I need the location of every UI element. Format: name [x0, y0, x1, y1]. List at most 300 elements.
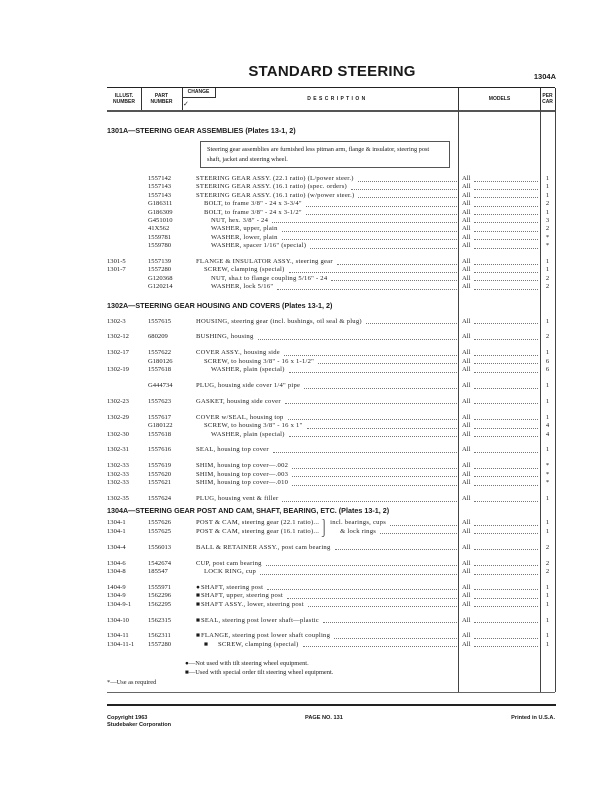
part-number: 1562311 — [148, 632, 171, 640]
part-number: 1557139 — [148, 258, 172, 266]
description-text: WASHER, spacer 1/16" (special) — [211, 242, 307, 250]
description — [196, 495, 457, 502]
part-number: G186311 — [148, 200, 173, 208]
dot-leader — [474, 422, 538, 429]
brace-note: & lock rings — [340, 527, 377, 535]
part-number: 1559781 — [148, 233, 172, 241]
models — [462, 632, 538, 639]
illust-number: 1301-7 — [107, 266, 126, 274]
footnote-square: ■—Used with special order tilt steering wheel equipment. — [185, 669, 334, 676]
part-number: 1562295 — [148, 600, 172, 608]
description-text: POST & CAM, steering gear (16.1 ratio)... — [196, 527, 320, 535]
illust-number: 1302-35 — [107, 495, 129, 503]
description-text: WASHER, upper, plain — [211, 225, 278, 233]
description-text: FLANGE & INSULATOR ASSY., steering gear — [196, 258, 333, 266]
illust-number: 1304-9-1 — [107, 600, 132, 608]
description — [196, 584, 457, 591]
dot-leader — [474, 641, 538, 648]
bullet-square-icon: ■ — [196, 592, 200, 600]
illust-number: 1304-6 — [107, 559, 126, 567]
table-row — [107, 258, 555, 266]
description-text: SEAL, housing top cover — [196, 446, 269, 454]
models-value: All — [462, 527, 471, 535]
models — [462, 519, 538, 526]
models-value: All — [462, 333, 471, 341]
dot-leader — [474, 601, 538, 608]
illust-number: 1304-9 — [107, 592, 126, 600]
part-number: 185547 — [148, 568, 168, 575]
models — [462, 209, 538, 216]
models-value: All — [462, 208, 471, 216]
table-row — [107, 358, 555, 366]
dot-leader — [289, 431, 457, 438]
description-text: SHIM, housing top cover—.003 — [196, 470, 289, 478]
description — [196, 349, 457, 356]
description — [196, 528, 457, 537]
per-car: 1 — [545, 397, 550, 405]
dot-leader — [306, 209, 457, 216]
section-heading: 1304A—STEERING GEAR POST AND CAM, SHAFT, BEARING, ETC. (Plates 13-1, 2) — [107, 506, 390, 516]
illust-number: 1304-11-1 — [107, 640, 135, 648]
header-divider — [555, 88, 556, 110]
models-value: All — [462, 413, 471, 421]
bullet-square-icon: ■ — [196, 600, 200, 608]
description — [196, 632, 457, 639]
description-text: CUP, post cam bearing — [196, 559, 262, 567]
per-car: 2 — [545, 283, 550, 291]
description — [196, 544, 457, 551]
dot-leader — [282, 225, 457, 232]
illust-number: 1304-11 — [107, 632, 129, 640]
table-row — [107, 200, 555, 208]
models — [462, 617, 538, 624]
dot-leader — [303, 641, 457, 648]
models — [462, 318, 538, 325]
copyright-year: Copyright 1963 — [107, 715, 148, 721]
part-number: 1557623 — [148, 397, 172, 405]
models — [462, 382, 538, 389]
description — [196, 617, 457, 624]
dot-leader — [292, 471, 457, 478]
header-part-line1: PART — [154, 93, 169, 99]
description-text: SHIM, housing top cover—.010 — [196, 479, 289, 487]
description — [196, 462, 457, 469]
models — [462, 266, 538, 273]
models-value: All — [462, 568, 471, 575]
part-group — [107, 333, 555, 341]
section-note-box: Steering gear assemblies are furnished less pitman arm, flange & insulator, steering post shaft, jacket and steering wheel. — [200, 141, 450, 168]
description — [196, 471, 457, 478]
description — [196, 601, 457, 608]
part-number: 1557280 — [148, 640, 172, 648]
illust-number: 1304-10 — [107, 616, 129, 624]
dot-leader — [474, 200, 538, 207]
description — [196, 275, 457, 282]
dot-leader — [266, 560, 457, 567]
dot-leader — [351, 183, 457, 190]
illust-number: 1304-4 — [107, 543, 126, 551]
description — [196, 479, 457, 486]
dot-leader — [318, 358, 457, 365]
illust-number: 1302-33 — [107, 479, 129, 487]
description-text: SHAFT, upper, steering post — [200, 592, 283, 600]
models-value: All — [462, 242, 471, 250]
models — [462, 275, 538, 282]
per-car: 1 — [545, 446, 550, 454]
table-row — [107, 183, 555, 191]
dot-leader — [474, 242, 538, 249]
per-car: 1 — [545, 183, 550, 191]
description — [196, 242, 457, 249]
description — [196, 318, 457, 325]
models-value: All — [462, 632, 471, 640]
models — [462, 414, 538, 421]
description-text: GASKET, housing side cover — [196, 397, 281, 405]
models-value: All — [462, 366, 471, 374]
per-car: 3 — [545, 216, 550, 224]
table-row — [107, 175, 555, 183]
models — [462, 398, 538, 405]
dot-leader — [380, 528, 457, 535]
description — [196, 446, 457, 453]
description — [196, 592, 457, 599]
dot-leader — [304, 382, 457, 389]
checkmark-icon: ✓ — [183, 100, 189, 108]
models-value: All — [462, 479, 471, 487]
dot-leader — [474, 431, 538, 438]
dot-leader — [267, 584, 457, 591]
dot-leader — [474, 358, 538, 365]
part-group — [107, 398, 555, 406]
table-row — [107, 266, 555, 274]
dot-leader — [474, 217, 538, 224]
dot-leader — [474, 617, 538, 624]
per-car: 1 — [545, 175, 550, 182]
description — [196, 258, 457, 265]
dot-leader — [474, 398, 538, 405]
models — [462, 242, 538, 249]
table-row — [107, 592, 555, 600]
models — [462, 200, 538, 207]
per-car: 2 — [545, 543, 550, 551]
part-group — [107, 349, 555, 374]
part-number: 1557618 — [148, 366, 172, 374]
models — [462, 225, 538, 232]
dot-leader — [474, 349, 538, 356]
dot-leader — [474, 495, 538, 502]
dot-leader — [474, 471, 538, 478]
part-number: 1557624 — [148, 495, 172, 503]
models — [462, 431, 538, 438]
part-number: G451010 — [148, 216, 173, 224]
models-value: All — [462, 462, 471, 470]
per-car: 2 — [545, 200, 550, 208]
dot-leader — [474, 632, 538, 639]
copyright-company: Studebaker Corporation — [107, 722, 172, 728]
models-value: All — [462, 422, 471, 430]
models — [462, 544, 538, 551]
models-value: All — [462, 397, 471, 405]
models — [462, 446, 538, 453]
part-number: 1557625 — [148, 527, 172, 535]
models — [462, 358, 538, 365]
illust-number: 1302-30 — [107, 430, 129, 438]
dot-leader — [474, 283, 538, 290]
table-row — [107, 584, 555, 592]
models-value: All — [462, 640, 471, 648]
models — [462, 258, 538, 265]
illust-number: 1302-12 — [107, 333, 129, 341]
dot-leader — [474, 446, 538, 453]
part-number: 1557618 — [148, 430, 172, 438]
models — [462, 641, 538, 648]
table-row — [107, 192, 555, 200]
table-row — [107, 641, 555, 649]
table-row — [107, 217, 555, 225]
description — [196, 382, 457, 389]
description-text: SCREW, clamping (special) — [204, 266, 285, 274]
per-car: 4 — [545, 430, 550, 438]
description-text: WASHER, plain (special) — [211, 366, 285, 374]
models-value: All — [462, 200, 471, 208]
brace-icon: ⎫ — [321, 519, 328, 529]
description-text: FLANGE, steering post lower shaft coupling — [200, 632, 331, 640]
part-group — [107, 414, 555, 439]
part-number: G120368 — [148, 274, 173, 282]
description-text: SHAFT ASSY., lower, steering post — [200, 600, 304, 608]
models — [462, 568, 538, 575]
dot-leader — [282, 495, 457, 502]
per-car: 2 — [545, 559, 550, 567]
part-group — [107, 560, 555, 577]
part-number: 1557622 — [148, 349, 172, 357]
description-text: SEAL, steering post lower shaft—plastic — [200, 616, 319, 624]
dot-leader — [334, 632, 457, 639]
part-number: 1559780 — [148, 242, 172, 250]
models-value: All — [462, 592, 471, 600]
illust-number: 1301-5 — [107, 258, 126, 266]
description-text: WASHER, plain (special) — [211, 430, 285, 438]
description-text: SHAFT, steering post — [200, 583, 264, 591]
dot-leader — [358, 175, 457, 182]
models — [462, 192, 538, 199]
per-car: 1 — [545, 519, 550, 527]
per-car: 1 — [545, 349, 550, 357]
description — [196, 333, 457, 340]
description-text: PLUG, housing side cover 1/4" pipe — [196, 382, 301, 390]
dot-leader — [474, 234, 538, 241]
table-row — [107, 479, 555, 487]
table-row — [107, 414, 555, 422]
per-car: 1 — [545, 208, 550, 216]
footnote-dot: ●—Not used with tilt steering wheel equipment. — [185, 660, 309, 667]
models — [462, 349, 538, 356]
table-right-rule — [555, 110, 556, 692]
table-row — [107, 333, 555, 341]
table-row — [107, 275, 555, 283]
dot-leader — [474, 366, 538, 373]
per-car: 2 — [545, 568, 550, 575]
dot-leader — [288, 414, 457, 421]
dot-leader — [474, 462, 538, 469]
dot-leader — [474, 275, 538, 282]
dot-leader — [474, 568, 538, 575]
models — [462, 234, 538, 241]
dot-leader — [289, 266, 457, 273]
table-row — [107, 349, 555, 357]
description — [196, 209, 457, 216]
section-0 — [107, 126, 555, 292]
per-car: 1 — [545, 527, 550, 535]
dot-leader — [337, 258, 457, 265]
part-number: 1542674 — [148, 559, 172, 567]
description — [196, 431, 457, 438]
dot-leader — [292, 479, 457, 486]
models-value: All — [462, 191, 471, 199]
part-number: 680209 — [148, 333, 168, 341]
header-part-number — [141, 88, 182, 110]
illust-number: 1302-19 — [107, 366, 129, 374]
dot-leader — [474, 333, 538, 340]
section-1 — [107, 301, 555, 504]
header-illust-line1: ILLUST. — [114, 93, 134, 99]
part-number: 1557620 — [148, 470, 172, 478]
table-row — [107, 398, 555, 406]
per-car: 1 — [545, 413, 550, 421]
models — [462, 495, 538, 502]
models-value: All — [462, 519, 471, 527]
table-row — [107, 560, 555, 568]
table-row — [107, 462, 555, 470]
dot-leader — [287, 592, 457, 599]
models-value: All — [462, 216, 471, 224]
dot-leader — [474, 183, 538, 190]
models-value: All — [462, 470, 471, 478]
table-row — [107, 234, 555, 242]
dot-leader — [258, 333, 458, 340]
dot-leader — [306, 200, 457, 207]
illust-number: 1304-1 — [107, 527, 126, 535]
description — [196, 366, 457, 373]
bullet-square-icon: ■ — [204, 640, 208, 648]
dot-leader — [390, 519, 457, 526]
footnote-asterisk: *—Use as required — [107, 679, 157, 686]
models — [462, 333, 538, 340]
description-text: SHIM, housing top cover—.002 — [196, 462, 289, 470]
footer-rule — [107, 704, 556, 706]
per-car: 1 — [545, 317, 550, 325]
per-car: 1 — [545, 632, 550, 640]
dot-leader — [272, 217, 457, 224]
description — [196, 568, 457, 575]
models-value: All — [462, 317, 471, 325]
part-group — [107, 446, 555, 454]
description-text: SCREW, to housing 3/8" - 16 x 1" — [204, 422, 303, 430]
header-change: CHANGE — [182, 88, 216, 98]
part-group — [107, 175, 555, 251]
table-row — [107, 242, 555, 250]
dot-leader — [474, 382, 538, 389]
models-value: All — [462, 543, 471, 551]
part-number: 1557616 — [148, 446, 172, 454]
models-value: All — [462, 600, 471, 608]
per-car: 2 — [545, 274, 550, 282]
models-value: All — [462, 183, 471, 191]
dot-leader — [474, 414, 538, 421]
description — [196, 283, 457, 290]
models-value: All — [462, 283, 471, 291]
description — [196, 414, 457, 421]
illust-number: 1302-17 — [107, 349, 129, 357]
header-per-line1: PER — [542, 93, 553, 99]
part-number: G180126 — [148, 357, 173, 365]
per-car: 4 — [545, 422, 550, 430]
models-value: All — [462, 446, 471, 454]
bullet-dot-icon: ● — [196, 583, 200, 591]
part-group — [107, 495, 555, 503]
illust-number: 1304-8 — [107, 568, 126, 575]
dot-leader — [474, 318, 538, 325]
part-number: 41X562 — [148, 225, 170, 233]
part-group — [107, 617, 555, 625]
part-number: 1557619 — [148, 462, 172, 470]
per-car: 1 — [545, 191, 550, 199]
models-value: All — [462, 266, 471, 274]
dot-leader — [310, 242, 457, 249]
description-text: SCREW, to housing 3/8" - 16 x 1-1/2" — [204, 357, 315, 365]
section-code: 1304A — [533, 72, 556, 81]
table-row — [107, 632, 555, 640]
part-number: 1557617 — [148, 413, 172, 421]
part-number: 1557143 — [148, 183, 172, 191]
part-group — [107, 382, 555, 390]
description-text: WASHER, lock 5/16" — [211, 283, 274, 291]
part-number: 1557626 — [148, 519, 172, 527]
models — [462, 183, 538, 190]
description — [196, 560, 457, 567]
per-car: 1 — [545, 258, 550, 266]
printed-in: Printed in U.S.A. — [511, 715, 555, 721]
dot-leader — [358, 192, 457, 199]
models-value: All — [462, 233, 471, 241]
dot-leader — [323, 617, 457, 624]
part-number: 1562315 — [148, 616, 172, 624]
description-text: POST & CAM, steering gear (22.1 ratio)... — [196, 519, 320, 527]
table-row — [107, 528, 555, 536]
section-heading: 1302A—STEERING GEAR HOUSING AND COVERS (Plates 13-1, 2) — [107, 300, 333, 310]
per-car: * — [545, 242, 550, 250]
description — [196, 225, 457, 232]
table-row — [107, 366, 555, 374]
models-value: All — [462, 495, 471, 503]
parts-list — [107, 126, 555, 649]
dot-leader — [331, 275, 457, 282]
description-text: STEERING GEAR ASSY. (22.1 ratio) (L/power steer.) — [196, 175, 354, 182]
table-row — [107, 568, 555, 576]
models-value: All — [462, 175, 471, 182]
table-row — [107, 431, 555, 439]
header-illust-line2: NUMBER — [113, 99, 135, 105]
brace-note: incl. bearings, cups — [330, 519, 387, 527]
dot-leader — [285, 398, 457, 405]
description-text: STEERING GEAR ASSY. (16.1 ratio) (spec. orders) — [196, 183, 347, 191]
description — [196, 192, 457, 199]
dot-leader — [260, 568, 457, 575]
description-text: SCREW, clamping (special) — [217, 640, 299, 648]
header-illust-number — [107, 88, 141, 110]
dot-leader — [307, 422, 458, 429]
table-row — [107, 318, 555, 326]
